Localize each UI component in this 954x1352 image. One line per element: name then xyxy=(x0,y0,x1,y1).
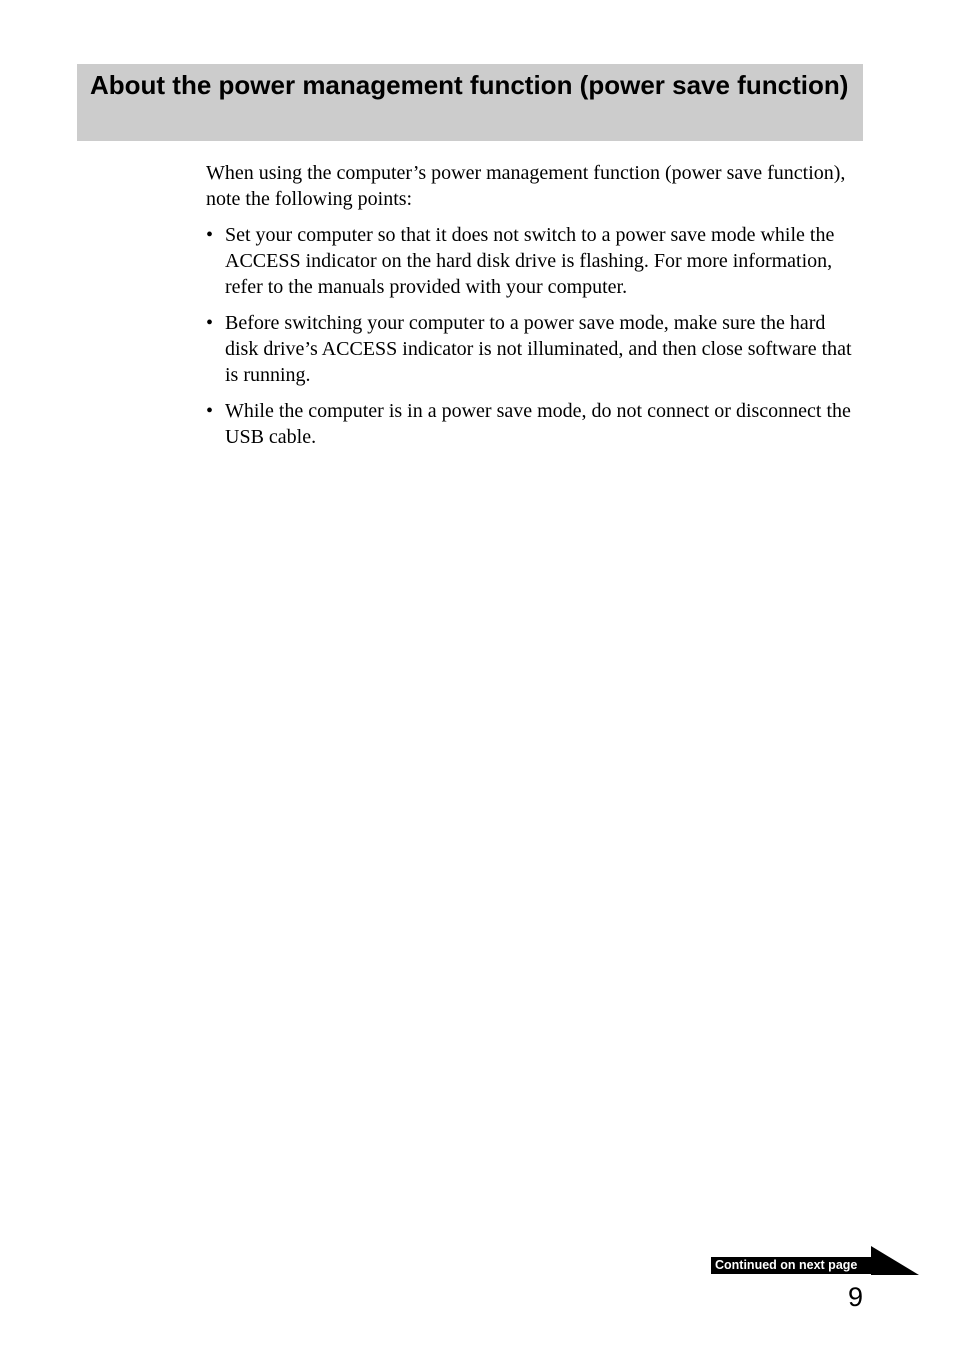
list-item xyxy=(206,310,856,388)
continued-on-next-page xyxy=(711,1246,921,1276)
continued-label: Continued on next page xyxy=(711,1257,873,1274)
section-header xyxy=(77,64,863,141)
bullet-list xyxy=(206,222,856,450)
list-item xyxy=(206,398,856,450)
intro-paragraph: When using the computer’s power management function (power save function), note the following points: xyxy=(206,162,846,210)
list-item-text: While the computer is in a power save mode, do not connect or disconnect the USB cable. xyxy=(225,400,851,448)
list-item xyxy=(206,222,856,300)
list-item-text: Before switching your computer to a power save mode, make sure the hard disk drive’s ACCESS indicator is not illuminated, and then close software that is running. xyxy=(225,312,852,386)
page-number: 9 xyxy=(847,1282,863,1312)
list-item-text: Set your computer so that it does not switch to a power save mode while the ACCESS indicator on the hard disk drive is flashing. For more information, refer to the manuals provided with your computer. xyxy=(225,224,835,298)
bullet-icon: • xyxy=(206,224,214,246)
body-content xyxy=(206,160,856,460)
bullet-icon: • xyxy=(206,312,214,334)
section-title: About the power management function (power save function) xyxy=(90,70,849,100)
bullet-icon: • xyxy=(206,400,214,422)
